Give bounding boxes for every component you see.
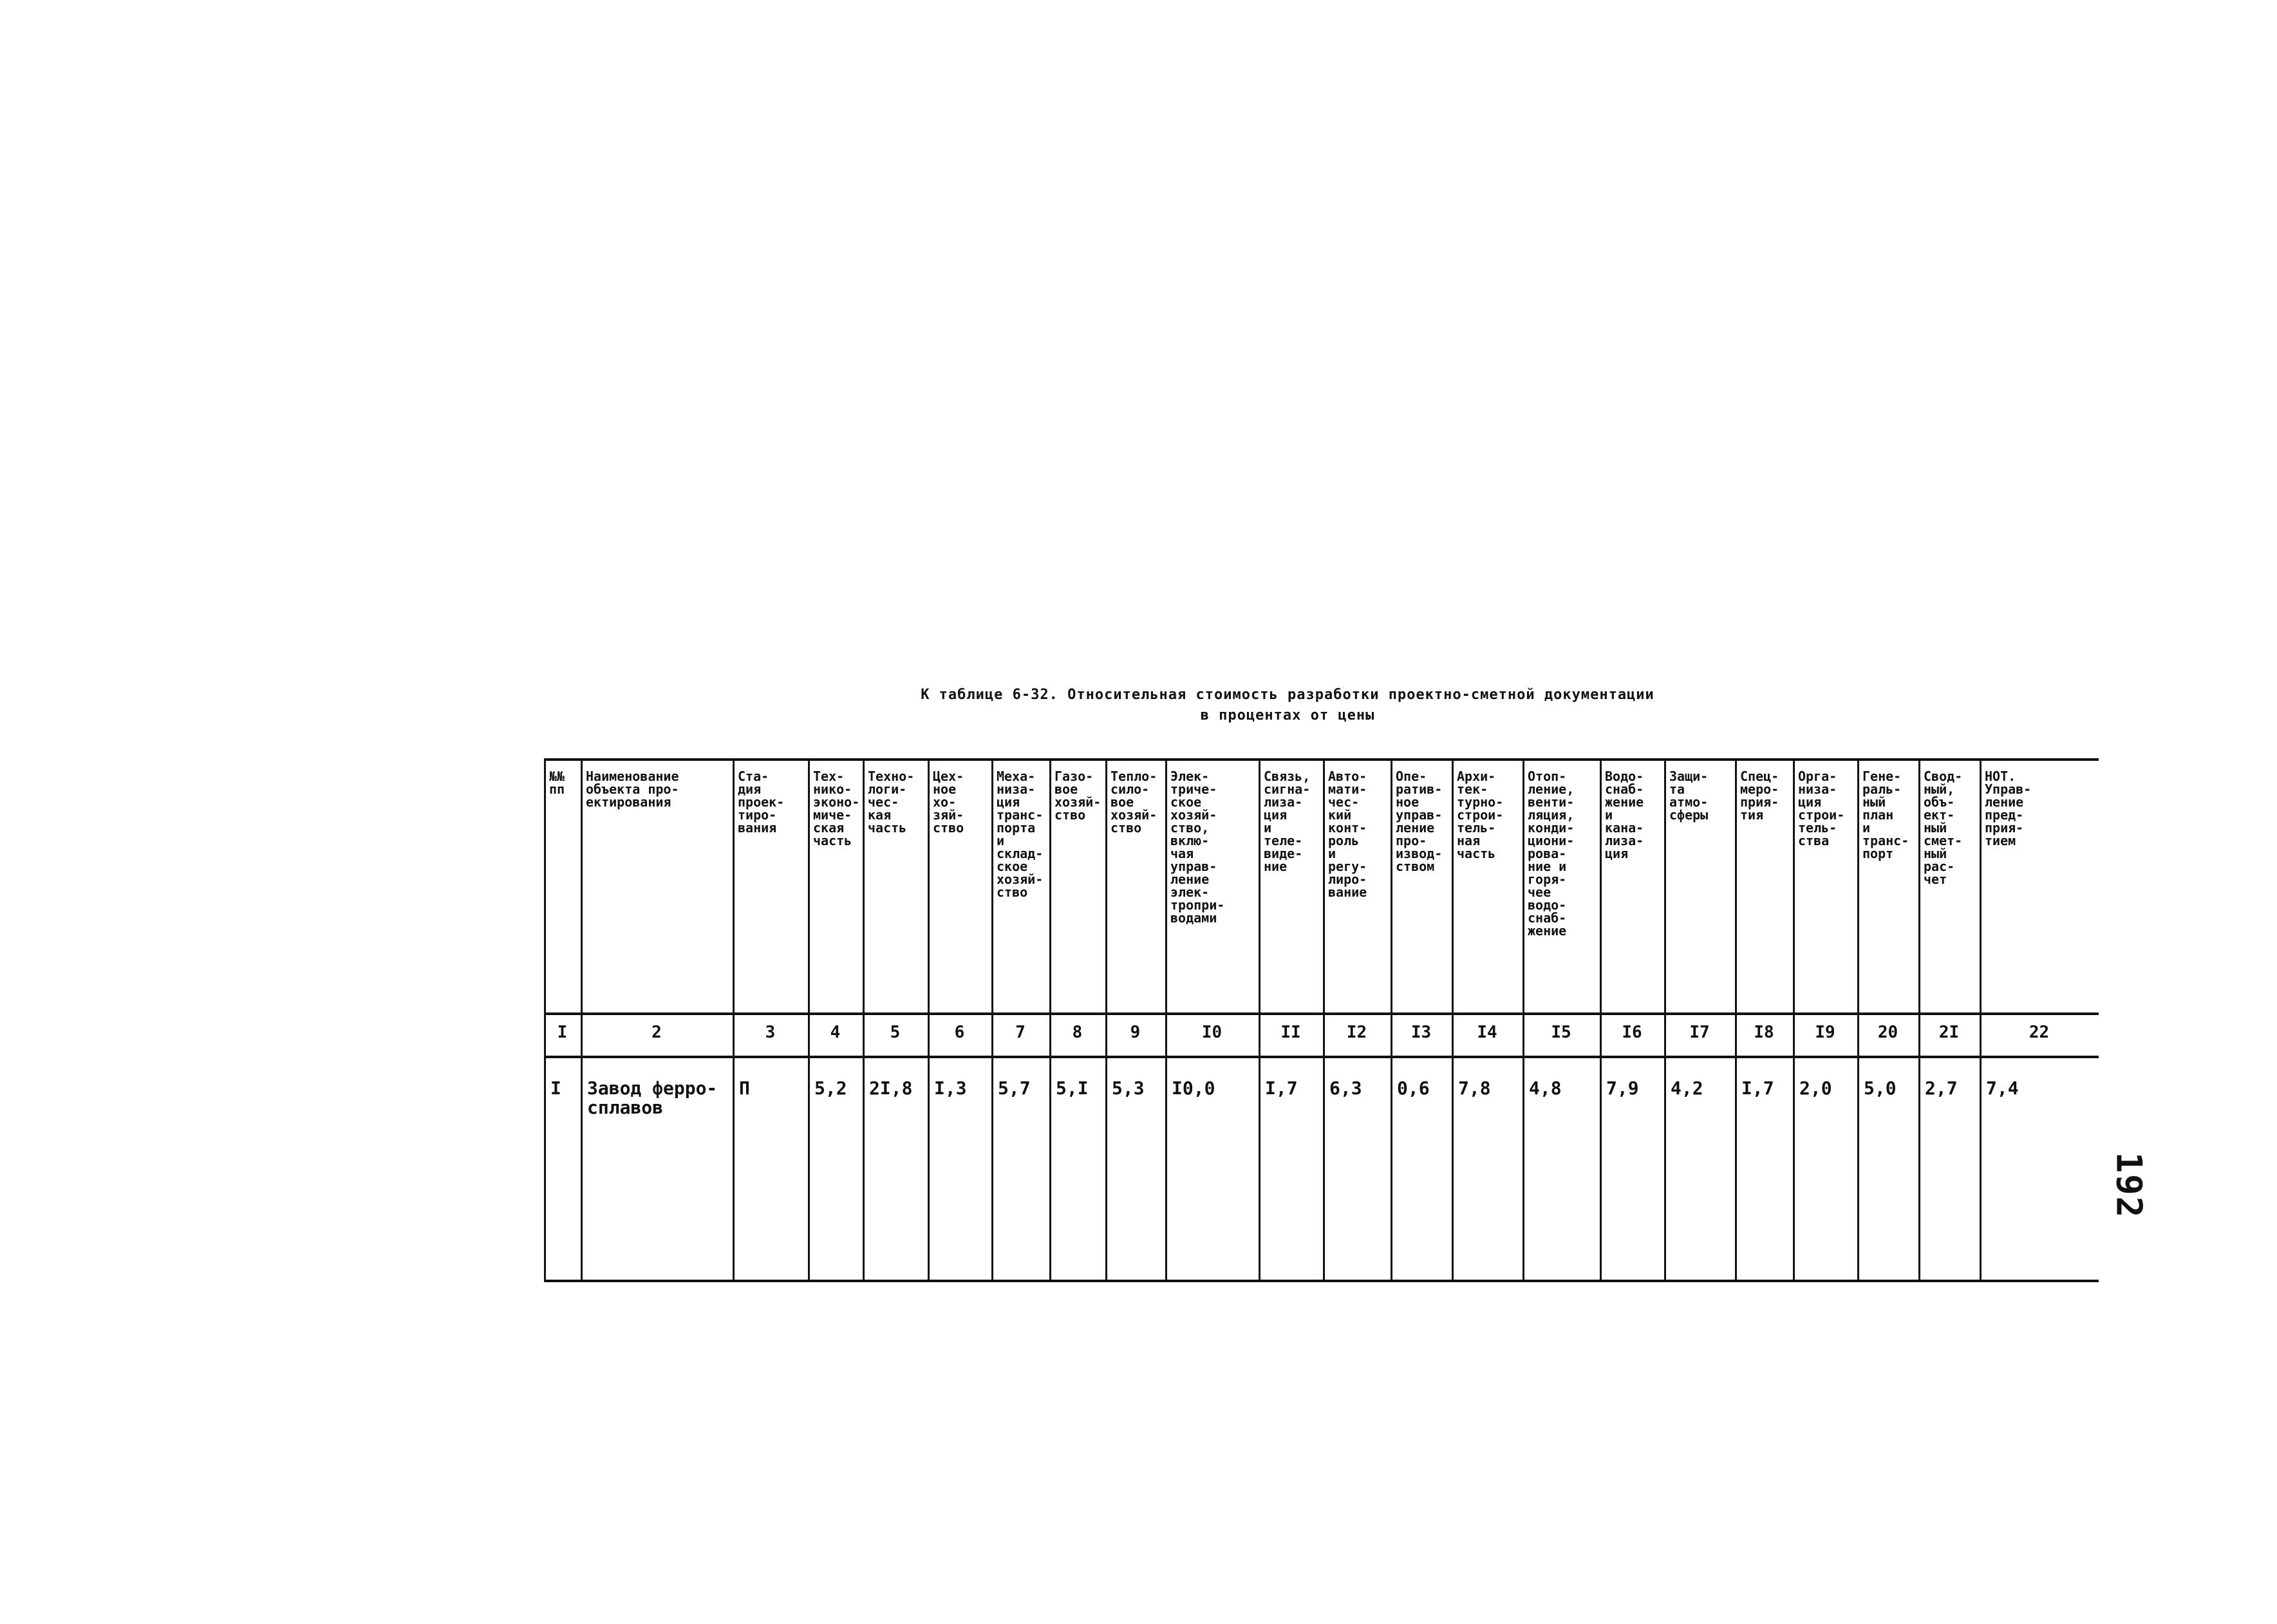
column-header: Элек- триче- ское хозяй- ство, вклю- чая управ- ление элек- тропри- водами <box>1170 770 1225 926</box>
column-divider <box>1523 758 1524 1281</box>
table-cell: I <box>550 1078 561 1099</box>
table-top-rule <box>544 758 2099 761</box>
column-divider <box>863 758 865 1281</box>
table-cell: I,3 <box>934 1078 967 1099</box>
column-divider <box>928 758 930 1281</box>
column-header: Отоп- ление, венти- ляция, конди- циони- рова- ние и горя- чее водо- снаб- жение <box>1528 770 1575 938</box>
column-header: Архи- тек- турно- строи- тель- ная часть <box>1457 770 1504 861</box>
table-cell: 2,0 <box>1799 1078 1832 1099</box>
column-number: I <box>557 1023 568 1042</box>
column-number: I7 <box>1689 1023 1710 1042</box>
column-number: 2I <box>1938 1023 1960 1042</box>
table-cell: I0,0 <box>1172 1078 1215 1099</box>
table-cell: 5,0 <box>1864 1078 1897 1099</box>
column-header: Ста- дия проек- тиро- вания <box>738 770 785 835</box>
column-number: 8 <box>1072 1023 1083 1042</box>
column-number: 22 <box>2029 1023 2050 1042</box>
column-divider <box>991 758 993 1281</box>
column-divider <box>1391 758 1392 1281</box>
table-cell: 2,7 <box>1925 1078 1958 1099</box>
column-divider <box>581 758 583 1281</box>
column-number: 4 <box>830 1023 841 1042</box>
column-number: I0 <box>1201 1023 1223 1042</box>
column-number: I5 <box>1551 1023 1571 1042</box>
column-divider <box>1452 758 1454 1281</box>
table-cell: П <box>739 1078 750 1099</box>
table-cell: 5,3 <box>1112 1078 1145 1099</box>
column-divider <box>733 758 735 1281</box>
column-divider <box>1105 758 1107 1281</box>
column-header: Защи- та атмо- сферы <box>1669 770 1709 823</box>
column-number: II <box>1280 1023 1301 1042</box>
column-header: Опе- ратив- ное управ- ление про- извод- ством <box>1396 770 1443 874</box>
column-header: Техно- логи- чес- кая часть <box>868 770 915 835</box>
table-cell: I,7 <box>1265 1078 1298 1099</box>
table-cell: 2I,8 <box>869 1078 913 1099</box>
column-header: Цех- ное хо- зяй- ство <box>933 770 964 835</box>
column-divider <box>1049 758 1051 1281</box>
column-divider <box>1918 758 1920 1281</box>
column-divider <box>1600 758 1602 1281</box>
column-divider <box>1664 758 1666 1281</box>
column-divider <box>1735 758 1737 1281</box>
table-cell: 5,2 <box>814 1078 847 1099</box>
cost-table <box>544 758 2099 1281</box>
column-number: 5 <box>890 1023 901 1042</box>
column-divider <box>1259 758 1260 1281</box>
table-cell: Завод ферро- сплавов <box>587 1078 718 1118</box>
numbers-bottom-rule <box>544 1056 2099 1058</box>
column-divider <box>1857 758 1859 1281</box>
column-divider <box>544 758 546 1281</box>
column-header: Свод- ный, объ- ект- ный смет- ный рас- чет <box>1924 770 1963 887</box>
page-number: 192 <box>2108 1152 2150 1219</box>
title-line-2: в процентах от цены <box>1200 707 1375 723</box>
table-cell: 5,I <box>1056 1078 1089 1099</box>
column-header: Меха- низа- ция транс- порта и склад- ское хозяй- ство <box>997 770 1044 900</box>
table-cell: 7,8 <box>1458 1078 1491 1099</box>
column-number: I4 <box>1477 1023 1497 1042</box>
column-header: Связь, сигна- лиза- ция и теле- виде- ние <box>1264 770 1311 874</box>
column-number: I2 <box>1346 1023 1367 1042</box>
table-cell: 4,2 <box>1671 1078 1703 1099</box>
column-header: Спец- меро- прия- тия <box>1740 770 1779 823</box>
column-number: 20 <box>1877 1023 1898 1042</box>
header-bottom-rule <box>544 1013 2099 1015</box>
table-cell: I,7 <box>1741 1078 1774 1099</box>
column-header: Тех- нико- эконо- миче- ская часть <box>813 770 860 848</box>
title-line-1: К таблице 6-32. Относительная стоимость разработки проектно-сметной документации <box>921 687 1654 703</box>
table-cell: 7,4 <box>1986 1078 2019 1099</box>
column-header: НОТ. Управ- ление пред- прия- тием <box>1985 770 2032 848</box>
column-number: 6 <box>954 1023 965 1042</box>
column-divider <box>1165 758 1167 1281</box>
column-number: I8 <box>1754 1023 1774 1042</box>
column-header: Водо- снаб- жение и кана- лиза- ция <box>1605 770 1644 861</box>
table-cell: 5,7 <box>998 1078 1031 1099</box>
column-number: 2 <box>651 1023 662 1042</box>
table-cell: 4,8 <box>1529 1078 1562 1099</box>
column-number: I3 <box>1410 1023 1432 1042</box>
column-number: I9 <box>1815 1023 1835 1042</box>
column-number: I6 <box>1622 1023 1642 1042</box>
column-header: Авто- мати- чес- кий конт- роль и регу- лиро- вание <box>1328 770 1367 900</box>
column-divider <box>1980 758 1982 1281</box>
table-cell: 6,3 <box>1329 1078 1362 1099</box>
column-header: №№ пп <box>549 770 565 797</box>
column-divider <box>1323 758 1325 1281</box>
column-header: Гене- раль- ный план и транс- порт <box>1862 770 1909 861</box>
table-bottom-rule <box>544 1280 2099 1282</box>
column-number: 9 <box>1130 1023 1141 1042</box>
column-number: 3 <box>765 1023 776 1042</box>
column-header: Тепло- сило- вое хозяй- ство <box>1110 770 1157 835</box>
table-cell: 0,6 <box>1397 1078 1430 1099</box>
table-cell: 7,9 <box>1606 1078 1639 1099</box>
column-header: Орга- низа- ция строи- тель- ства <box>1798 770 1845 848</box>
column-number: 7 <box>1015 1023 1026 1042</box>
column-divider <box>1793 758 1795 1281</box>
column-header: Газо- вое хозяй- ство <box>1054 770 1101 823</box>
column-header: Наименование объекта про- ектирования <box>586 770 679 810</box>
table-title <box>837 685 1738 726</box>
column-divider <box>808 758 810 1281</box>
